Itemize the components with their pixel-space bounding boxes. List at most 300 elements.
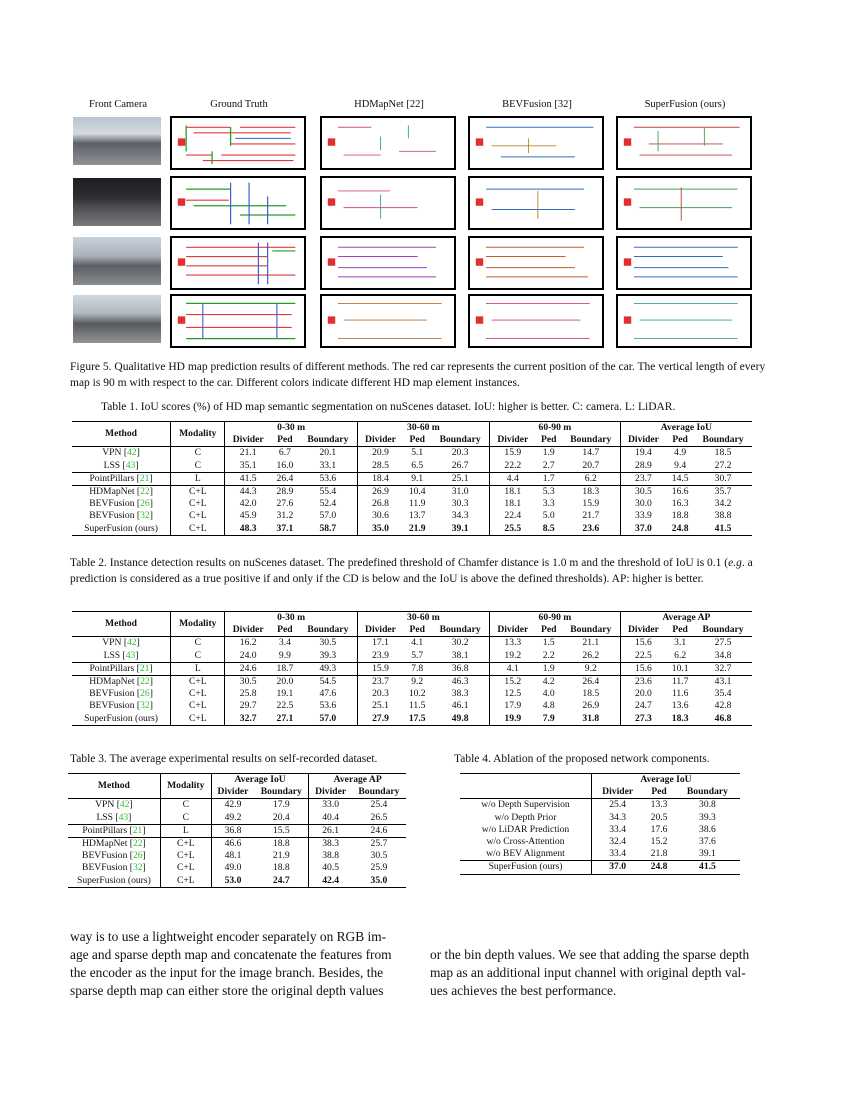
table-cell: 32.4 [609, 836, 627, 848]
table-cell: C [160, 812, 211, 825]
table-cell: 15.5 [254, 824, 309, 837]
table-cell: 18.5 [694, 447, 752, 460]
table-cell: 31.0 [431, 486, 489, 499]
column-header: Divider [591, 786, 643, 799]
table-cell: 18.1 [504, 498, 522, 510]
table-row [68, 850, 406, 862]
table-cell: 46.8 [694, 713, 752, 726]
table-row [72, 700, 752, 712]
table-row [72, 498, 752, 510]
table-cell: 42.9 [211, 799, 254, 812]
table-cell: L [160, 824, 211, 837]
ablation-name: SuperFusion (ours) [460, 861, 591, 874]
method-name: VPN [42] [72, 637, 171, 650]
column-header: Ped [540, 434, 557, 446]
map-superfusion [616, 116, 752, 170]
table-cell: 28.9 [271, 486, 299, 499]
table-cell: 19.4 [620, 447, 666, 460]
table-cell: 26.5 [370, 811, 388, 823]
table-cell: 30.5 [299, 637, 357, 650]
table-cell: 3.4 [271, 637, 299, 650]
table-cell: 18.1 [490, 486, 536, 499]
table1 [72, 421, 752, 536]
table-cell: 15.9 [562, 498, 620, 510]
table-row [68, 812, 406, 825]
table-cell: 6.2 [562, 472, 620, 485]
table-cell: 17.9 [254, 799, 309, 812]
map-superfusion [616, 294, 752, 348]
column-group-header: Average IoU [591, 774, 740, 787]
table-cell: 17.5 [403, 713, 431, 726]
table-cell: 16.6 [666, 486, 694, 499]
table-cell: 28.9 [635, 459, 652, 471]
table-cell: C [171, 447, 225, 460]
table-cell: 16.0 [276, 459, 294, 471]
table-cell: 1.9 [536, 447, 562, 460]
camera-image [73, 178, 161, 226]
table-cell: 26.9 [357, 486, 403, 499]
table-cell: 24.7 [635, 700, 652, 712]
body-text-left: way is to use a lightweight encoder separately on RGB im- age and sparse depth map and concatenate the features from the encoder as the input for the image branch. Besides, the sparse depth map can either store the original depth values [70, 929, 392, 998]
column-header: Divider [315, 786, 347, 798]
column-group-header: 0-30 m [225, 422, 357, 435]
table-cell: 14.5 [666, 472, 694, 485]
table-cell: 21.9 [403, 523, 431, 536]
column-header: Boundary [299, 624, 357, 637]
table-cell: 9.2 [562, 662, 620, 675]
table-cell: 6.2 [674, 649, 687, 661]
table-cell: 46.6 [211, 838, 254, 851]
table-row [68, 824, 406, 837]
method-name: PointPillars [21] [72, 662, 171, 675]
table-cell: 38.8 [322, 850, 340, 862]
table-cell: 30.8 [675, 799, 740, 812]
column-header: Divider [365, 624, 396, 636]
table-cell: 26.7 [431, 460, 489, 473]
table-cell: 4.1 [490, 662, 536, 675]
table-cell: 20.7 [562, 460, 620, 473]
map-superfusion [616, 236, 752, 290]
table-cell: 36.8 [211, 824, 254, 837]
method-name: SuperFusion (ours) [68, 875, 160, 888]
table-cell: 31.8 [562, 713, 620, 726]
table-cell: L [171, 662, 225, 675]
table-row [68, 838, 406, 851]
table-cell: 26.8 [372, 498, 389, 510]
table-cell: 57.0 [299, 510, 357, 522]
map-hdmapnet [320, 236, 456, 290]
ablation-name: w/o Cross-Attention [460, 836, 591, 848]
table-cell: 1.5 [536, 637, 562, 650]
ablation-name: w/o BEV Alignment [460, 848, 591, 861]
table-cell: 17.9 [504, 700, 522, 712]
table-cell: 38.1 [431, 650, 489, 663]
table-cell: 38.6 [699, 823, 716, 835]
column-group-header: 30-60 m [357, 612, 489, 625]
table-cell: 3.3 [542, 498, 555, 510]
table-cell: 24.6 [225, 662, 271, 675]
table-cell: 11.9 [408, 498, 426, 510]
column-group-header: 60-90 m [490, 612, 621, 625]
table-cell: 1.9 [536, 662, 562, 675]
column-header: Boundary [431, 434, 489, 447]
table-cell: 40.4 [322, 811, 340, 823]
camera-image [73, 295, 161, 343]
table-cell: 25.5 [490, 523, 536, 536]
table-cell: 25.4 [352, 799, 406, 812]
table-cell: 30.7 [694, 472, 752, 485]
column-header: Boundary [702, 624, 744, 636]
table-cell: C+L [171, 700, 225, 712]
column-header: Ped [277, 624, 293, 636]
table-cell: 25.8 [239, 688, 257, 700]
table-cell: 5.3 [536, 486, 562, 499]
table-cell: 18.7 [271, 662, 299, 675]
map-hdmapnet [320, 176, 456, 230]
table-cell: 9.2 [403, 676, 431, 689]
table-cell: 41.5 [225, 472, 271, 485]
map-bevfusion [468, 294, 604, 348]
table-cell: 21.1 [562, 637, 620, 650]
table-cell: 34.3 [431, 510, 489, 522]
table-cell: C+L [160, 875, 211, 888]
table-row [72, 688, 752, 700]
column-header: Boundary [562, 434, 620, 447]
table-cell: 30.0 [635, 498, 652, 510]
table-cell: 41.5 [694, 523, 752, 536]
table-cell: 25.4 [591, 799, 643, 812]
table-cell: 33.0 [309, 799, 352, 812]
column-header: Modality [171, 612, 225, 637]
table-cell: C [171, 460, 225, 473]
table-cell: 42.4 [309, 875, 352, 888]
table-row [72, 447, 752, 460]
map-bevfusion [468, 116, 604, 170]
table2 [72, 611, 752, 726]
table-cell: 7.8 [403, 662, 431, 675]
table-cell: 18.3 [666, 713, 694, 726]
table-cell: 55.4 [299, 486, 357, 499]
table-cell: 40.5 [322, 862, 340, 874]
table-cell: 15.9 [357, 662, 403, 675]
table-cell: 22.5 [276, 700, 294, 712]
table-cell: 27.3 [620, 713, 666, 726]
table-cell: 15.9 [490, 447, 536, 460]
table-cell: 11.5 [408, 700, 426, 712]
table-cell: 42.8 [714, 700, 732, 712]
column-group-header: 0-30 m [225, 612, 357, 625]
table3-caption: Table 3. The average experimental results on self-recorded dataset. [70, 753, 378, 765]
table-cell: 3.1 [666, 637, 694, 650]
table-row [72, 650, 752, 663]
table-cell: C [171, 650, 225, 663]
table-cell: C+L [171, 510, 225, 522]
map-ground-truth [170, 294, 306, 348]
table-row [72, 460, 752, 473]
table-cell: 1.7 [536, 472, 562, 485]
table-cell: 38.3 [431, 688, 489, 700]
map-bevfusion [468, 176, 604, 230]
table-cell: 24.6 [352, 824, 406, 837]
column-header: Modality [160, 774, 211, 799]
table-cell: 31.2 [276, 510, 294, 522]
table-cell: 33.1 [299, 460, 357, 473]
column-header: Boundary [358, 786, 400, 798]
table-row [68, 875, 406, 888]
method-name: BEVFusion [26] [72, 688, 171, 700]
table-cell: 45.9 [239, 510, 257, 522]
body-text-right: or the bin depth values. We see that adding the sparse depth map as an additional input channel with original depth val- ues achieves the best performance. [430, 947, 750, 998]
table-cell: 41.5 [675, 861, 740, 874]
column-header: Modality [171, 422, 225, 447]
table-cell: 32.7 [225, 713, 271, 726]
table-cell: 4.2 [536, 676, 562, 689]
table-cell: 19.9 [490, 713, 536, 726]
table-cell: C [171, 637, 225, 650]
table-cell: 46.1 [431, 700, 489, 712]
map-ground-truth [170, 176, 306, 230]
table-cell: 33.4 [609, 848, 627, 860]
table-row [460, 861, 740, 874]
column-header: Boundary [562, 624, 620, 637]
table-cell: 10.1 [666, 662, 694, 675]
table-cell: 53.6 [299, 472, 357, 485]
table-cell: 53.0 [211, 875, 254, 888]
table-cell: 26.1 [309, 824, 352, 837]
table-cell: 47.6 [299, 688, 357, 700]
method-name: HDMapNet [22] [72, 486, 171, 499]
table-cell: C [160, 799, 211, 812]
table-cell: 9.1 [403, 472, 431, 485]
table-cell: 21.7 [562, 510, 620, 522]
table-cell: 57.0 [299, 713, 357, 726]
table-cell: 30.5 [225, 676, 271, 689]
column-header: Boundary [702, 434, 744, 446]
table-row [460, 836, 740, 848]
table-cell: 4.9 [666, 447, 694, 460]
table-cell: 49.2 [224, 811, 242, 823]
method-name: BEVFusion [26] [72, 498, 171, 510]
method-name: HDMapNet [22] [72, 676, 171, 689]
table-row [72, 472, 752, 485]
table-cell: C+L [160, 862, 211, 874]
table-cell: 20.9 [357, 447, 403, 460]
table-cell: C+L [171, 676, 225, 689]
method-name: LSS [43] [72, 460, 171, 473]
table-cell: 20.3 [431, 447, 489, 460]
table-cell: 10.2 [408, 688, 426, 700]
table-cell: 15.6 [620, 662, 666, 675]
column-group-header: Average AP [309, 774, 406, 787]
table-cell: 20.0 [271, 676, 299, 689]
table-cell: 26.4 [562, 676, 620, 689]
figure-caption: Figure 5. Qualitative HD map prediction results of different methods. The red car represents the current position of the car. The vertical length of every map is 90 m with respect to the car. Different colors indicate different HD map element instances. [70, 361, 766, 389]
table-row [72, 523, 752, 536]
method-name: SuperFusion (ours) [72, 713, 171, 726]
table-cell: C+L [160, 838, 211, 851]
method-name: PointPillars [21] [68, 824, 160, 837]
column-header: Boundary [299, 434, 357, 447]
column-header: Boundary [254, 786, 309, 799]
table-cell: 53.6 [299, 700, 357, 712]
table-cell: 28.5 [372, 459, 389, 471]
column-header: Divider [217, 786, 249, 798]
column-header: Divider [232, 434, 264, 446]
table-cell: 34.2 [714, 498, 732, 510]
table-cell: 42.0 [239, 498, 257, 510]
method-name: VPN [42] [72, 447, 171, 460]
table-cell: 12.5 [504, 688, 522, 700]
table-cell: 49.3 [299, 662, 357, 675]
table-cell: 11.7 [666, 676, 694, 689]
column-header: Ped [672, 434, 688, 446]
table-row [72, 510, 752, 522]
table-cell: C+L [171, 688, 225, 700]
table-cell: L [171, 472, 225, 485]
table-cell: 20.0 [635, 688, 652, 700]
column-header: Divider [365, 434, 396, 446]
table-cell: 35.4 [714, 688, 732, 700]
column-group-header: Average AP [620, 612, 752, 625]
table-cell: 35.0 [357, 523, 403, 536]
table-cell: 32.7 [694, 662, 752, 675]
table-cell: 21.9 [254, 850, 309, 862]
table-cell: 27.5 [694, 637, 752, 650]
column-header: Divider [232, 624, 264, 636]
map-ground-truth [170, 236, 306, 290]
column-header: Ped [409, 434, 425, 446]
table-cell: 23.7 [620, 472, 666, 485]
table-cell: 48.1 [224, 850, 242, 862]
table-row [460, 848, 740, 861]
column-header: Boundary [675, 786, 740, 799]
table-cell: 14.7 [562, 447, 620, 460]
table-row [460, 824, 740, 836]
table-cell: 5.0 [542, 510, 555, 522]
table-cell: 10.4 [403, 486, 431, 499]
table-cell: 21.8 [650, 848, 668, 860]
table-cell: 26.4 [271, 472, 299, 485]
map-hdmapnet [320, 294, 456, 348]
table-cell: 27.9 [357, 713, 403, 726]
table-cell: C+L [171, 523, 225, 536]
table-cell: 13.7 [408, 510, 426, 522]
table-cell: 35.1 [239, 459, 257, 471]
table-cell: 27.1 [271, 713, 299, 726]
table-cell: 30.2 [431, 637, 489, 650]
table-cell: 27.2 [714, 459, 732, 471]
table-cell: 23.6 [620, 676, 666, 689]
table-cell: 17.1 [357, 637, 403, 650]
table-cell: 58.7 [299, 523, 357, 536]
table-cell: 35.7 [694, 486, 752, 499]
table-cell: 33.4 [609, 823, 627, 835]
table-cell: 21.1 [225, 447, 271, 460]
column-group-header: Average IoU [211, 774, 309, 787]
table-cell: 52.4 [299, 498, 357, 510]
table-row [68, 799, 406, 812]
table-cell: 22.5 [635, 649, 652, 661]
table-cell: 9.9 [278, 649, 291, 661]
table-cell: C+L [171, 486, 225, 499]
table-cell: 39.3 [299, 650, 357, 663]
column-header: Ped [540, 624, 557, 636]
table-cell: 49.8 [431, 713, 489, 726]
table-cell: 18.5 [562, 688, 620, 700]
col-label-hdmapnet: HDMapNet [22] [354, 99, 424, 110]
table-cell: 24.8 [666, 523, 694, 536]
table-cell: 13.3 [643, 799, 675, 812]
table-cell: 25.1 [431, 472, 489, 485]
table-cell: 4.4 [490, 472, 536, 485]
table-cell: 54.5 [299, 676, 357, 689]
camera-image [73, 117, 161, 165]
table-cell: 39.1 [699, 848, 716, 860]
table-cell: 23.7 [357, 676, 403, 689]
table-cell: 20.5 [650, 811, 668, 823]
table-cell: 29.7 [239, 700, 257, 712]
table-cell: 19.1 [276, 688, 294, 700]
table4 [460, 773, 740, 875]
table-cell: 23.6 [562, 523, 620, 536]
table-cell: 23.9 [372, 649, 389, 661]
table-cell: 44.3 [225, 486, 271, 499]
camera-image [73, 237, 161, 285]
table-cell: 11.6 [671, 688, 689, 700]
table-cell: 43.1 [694, 676, 752, 689]
table-cell: 16.3 [671, 498, 689, 510]
table-cell: 15.6 [620, 637, 666, 650]
ablation-name: w/o Depth Prior [460, 812, 591, 824]
table-cell: 15.2 [650, 836, 668, 848]
table-cell: 13.6 [671, 700, 689, 712]
method-name: PointPillars [21] [72, 472, 171, 485]
table-cell: 46.3 [431, 676, 489, 689]
column-header: Boundary [431, 624, 489, 637]
table-cell: 24.7 [254, 875, 309, 888]
col-label-ground-truth: Ground Truth [210, 99, 268, 110]
table-cell: 20.4 [254, 812, 309, 825]
table-cell: 4.1 [403, 637, 431, 650]
column-header: Ped [277, 434, 293, 446]
map-hdmapnet [320, 116, 456, 170]
table1-caption: Table 1. IoU scores (%) of HD map semantic segmentation on nuScenes dataset. IoU: higher is better. C: camera. L: LiDAR. [101, 401, 676, 413]
table-cell: 37.0 [620, 523, 666, 536]
table-cell: 39.3 [699, 811, 716, 823]
column-header: Method [72, 612, 171, 637]
table-cell: 16.2 [225, 637, 271, 650]
table3 [68, 773, 406, 888]
column-header: Divider [497, 624, 529, 636]
table-cell: 33.9 [635, 510, 652, 522]
table-cell: 7.9 [536, 713, 562, 726]
table-cell: 34.8 [714, 649, 732, 661]
table-cell: 18.3 [562, 486, 620, 499]
column-header: Divider [627, 624, 659, 636]
table-cell: 39.1 [431, 523, 489, 536]
column-header: Divider [497, 434, 529, 446]
table-cell: C+L [171, 713, 225, 726]
table-cell: 49.0 [224, 862, 242, 874]
table-cell: 4.8 [542, 700, 555, 712]
table-row [460, 799, 740, 812]
column-header: Ped [643, 786, 675, 799]
table-cell: 30.6 [372, 510, 389, 522]
column-group-header: 60-90 m [490, 422, 621, 435]
table-cell: 5.7 [411, 649, 424, 661]
table-cell: 24.8 [643, 861, 675, 874]
ablation-name: w/o LiDAR Prediction [460, 824, 591, 836]
